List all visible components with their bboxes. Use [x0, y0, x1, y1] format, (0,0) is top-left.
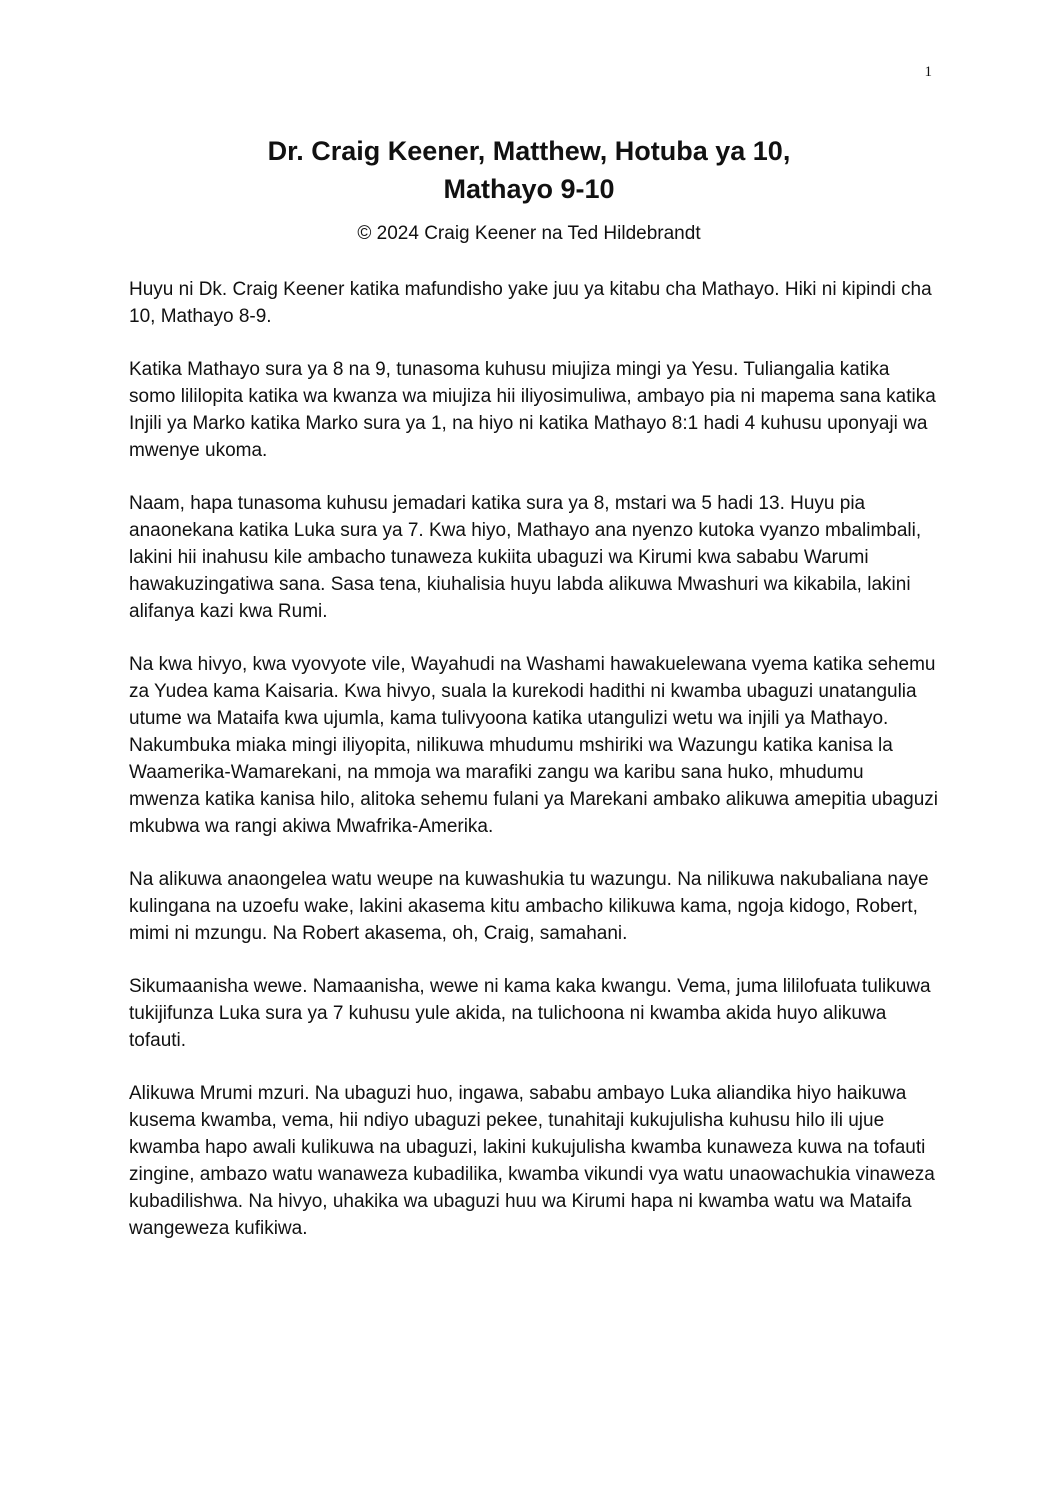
paragraph: Sikumaanisha wewe. Namaanisha, wewe ni kama kaka kwangu. Vema, juma lililofuata tulikuwa tukijifunza Luka sura ya 7 kuhusu yule akida, na tulichoona ni kwamba akida huyo alikuwa tofauti.: [129, 976, 931, 1051]
paragraph: Na kwa hivyo, kwa vyovyote vile, Wayahudi na Washami hawakuelewana vyema katika sehemu za Yudea kama Kaisaria. Kwa hivyo, suala la kurekodi hadithi ni kwamba ubaguzi unatangulia utume wa Mataifa kwa ujumla, kama tulivyoona katika utangulizi wetu wa injili ya Mathayo. Nakumbuka miaka mingi iliyopita, nilikuwa mhudumu mshiriki wa Wazungu katika kanisa la Waamerika-Wamarekani, na mmoja wa marafiki zangu wa karibu sana huko, mhudumu mwenza katika kanisa hilo, alitoka sehemu fulani ya Marekani ambako alikuwa amepitia ubaguzi mkubwa wa rangi akiwa Mwafrika-Amerika.: [129, 654, 938, 837]
title-line-2: Mathayo 9-10: [443, 174, 615, 204]
copyright-line: © 2024 Craig Keener na Ted Hildebrandt: [357, 223, 701, 244]
paragraph: Na alikuwa anaongelea watu weupe na kuwashukia tu wazungu. Na nilikuwa nakubaliana naye kulingana na uzoefu wake, lakini akasema kitu ambacho kilikuwa kama, ngoja kidogo, Robert, mimi ni mzungu. Na Robert akasema, oh, Craig, samahani.: [129, 869, 929, 944]
document-title: [0, 132, 1058, 208]
paragraph: Alikuwa Mrumi mzuri. Na ubaguzi huo, ingawa, sababu ambayo Luka aliandika hiyo haikuwa kusema kwamba, vema, hii ndiyo ubaguzi pekee, tunahitaji kukujulisha kuhusu hilo ili ujue kwamba hapo awali kulikuwa na ubaguzi, lakini kukujulisha kwamba kunaweza kuwa na tofauti zingine, ambazo watu wanaweza kubadilika, kwamba vikundi vya watu unaowachukia vinaweza kubadilishwa. Na hivyo, uhakika wa ubaguzi huu wa Kirumi hapa ni kwamba watu wa Mataifa wangeweza kufikiwa.: [129, 1083, 935, 1239]
paragraph: Katika Mathayo sura ya 8 na 9, tunasoma kuhusu miujiza mingi ya Yesu. Tuliangalia katika somo lililopita katika wa kwanza wa miujiza hii iliyosimuliwa, ambayo pia ni mapema sana katika Injili ya Marko katika Marko sura ya 1, na hiyo ni katika Mathayo 8:1 hadi 4 kuhusu uponyaji wa mwenye ukoma.: [129, 359, 936, 461]
paragraph: Huyu ni Dk. Craig Keener katika mafundisho yake juu ya kitabu cha Mathayo. Hiki ni kipindi cha 10, Mathayo 8-9.: [129, 279, 932, 327]
body-text: [129, 276, 939, 1268]
page-number: 1: [924, 64, 932, 80]
paragraph: Naam, hapa tunasoma kuhusu jemadari katika sura ya 8, mstari wa 5 hadi 13. Huyu pia anaonekana katika Luka sura ya 7. Kwa hiyo, Mathayo ana nyenzo kutoka vyanzo mbalimbali, lakini hii inahusu kile ambacho tunaweza kukiita ubaguzi wa Kirumi kwa sababu Warumi hawakuzingatiwa sana. Sasa tena, kiuhalisia huyu labda alikuwa Mwashuri wa kikabila, lakini alifanya kazi kwa Rumi.: [129, 493, 922, 622]
title-line-1: Dr. Craig Keener, Matthew, Hotuba ya 10,: [267, 136, 791, 166]
